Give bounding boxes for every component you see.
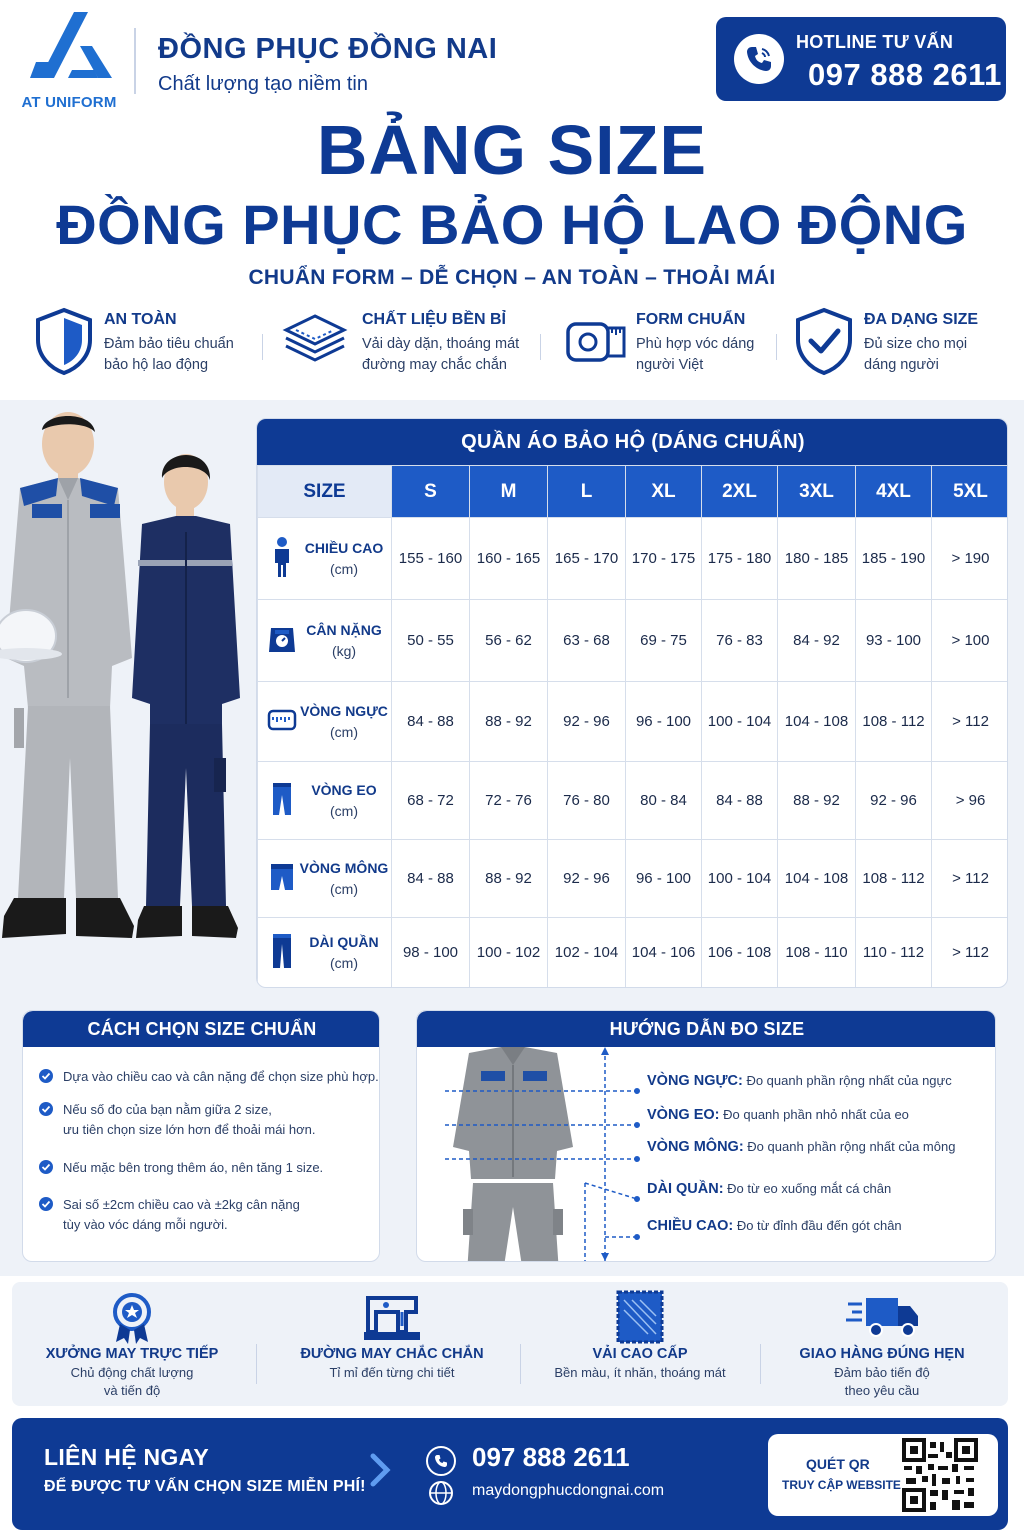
size-header-5xl: 5XL xyxy=(932,466,1009,518)
measure-guide-title: HƯỚNG DẪN ĐO SIZE xyxy=(417,1011,996,1047)
feature-desc: Vải dày dặn, thoáng mát đường may chắc chắn xyxy=(362,336,520,373)
page-title-line2: ĐỒNG PHỤC BẢO HỘ LAO ĐỘNG xyxy=(56,193,968,256)
row-unit: (cm) xyxy=(330,723,358,740)
qr-code-icon[interactable] xyxy=(902,1438,978,1517)
row-label-text: VÒNG EO xyxy=(311,781,377,798)
size-cell: 100 - 102 xyxy=(470,918,548,988)
size-cell: 104 - 108 xyxy=(778,840,856,918)
size-header-s: S xyxy=(392,466,470,518)
feature-divider xyxy=(776,334,777,360)
feature-title: FORM CHUẨN xyxy=(636,311,746,328)
check-icon xyxy=(39,1069,53,1083)
size-cell: > 112 xyxy=(932,682,1009,762)
chest-tape-icon xyxy=(266,707,298,737)
size-cell: 106 - 108 xyxy=(702,918,778,988)
fabric-layers-icon xyxy=(282,306,346,376)
row-label-text: CÂN NẶNG xyxy=(306,621,382,638)
size-cell: 165 - 170 xyxy=(548,518,626,600)
measure-waist: VÒNG EO: Đo quanh phần nhỏ nhất của eo xyxy=(647,1107,909,1123)
row-unit: (cm) xyxy=(330,954,358,971)
size-cell: 102 - 104 xyxy=(548,918,626,988)
feature-divider xyxy=(540,334,541,360)
tip-item: Nếu mặc bên trong thêm áo, nên tăng 1 size. xyxy=(39,1158,323,1178)
size-cell: 92 - 96 xyxy=(548,682,626,762)
row-label xyxy=(258,682,392,762)
size-header-row xyxy=(258,466,1009,518)
row-label xyxy=(258,518,392,600)
size-header-l: L xyxy=(548,466,626,518)
benefit-title: XƯỞNG MAY TRỰC TIẾP xyxy=(45,1346,219,1362)
size-cell: 88 - 92 xyxy=(470,682,548,762)
benefit-item xyxy=(12,1282,252,1406)
measure-height: CHIỀU CAO: Đo từ đỉnh đầu đến gót chân xyxy=(647,1218,902,1234)
size-row xyxy=(258,600,1009,682)
size-row xyxy=(258,840,1009,918)
size-cell: 84 - 92 xyxy=(778,600,856,682)
size-table-card xyxy=(256,418,1008,988)
qr-subtitle: TRUY CẬP WEBSITE xyxy=(782,1478,901,1492)
benefit-divider xyxy=(760,1344,761,1384)
benefit-item xyxy=(520,1282,760,1406)
brand-name: ĐỒNG PHỤC ĐỒNG NAI xyxy=(158,33,498,65)
models-illustration xyxy=(0,408,250,948)
size-header-m: M xyxy=(470,466,548,518)
size-cell: > 100 xyxy=(932,600,1009,682)
size-cell: 108 - 112 xyxy=(856,840,932,918)
feature-desc: Đảm bảo tiêu chuẩn bảo hộ lao động xyxy=(104,336,234,373)
row-label xyxy=(258,762,392,840)
feature-title: ĐA DẠNG SIZE xyxy=(864,311,979,328)
brand-divider xyxy=(134,28,136,94)
waist-icon xyxy=(266,781,298,821)
hotline-number[interactable]: 097 888 2611 xyxy=(808,57,1002,92)
shield-icon xyxy=(32,306,96,376)
tape-measure-icon xyxy=(564,306,628,376)
feature-desc: Đủ size cho mọi dáng người xyxy=(864,336,968,373)
size-cell: 104 - 106 xyxy=(626,918,702,988)
benefit-desc: Đảm bảo tiến độ theo yêu cầu xyxy=(834,1365,930,1398)
size-cell: 98 - 100 xyxy=(392,918,470,988)
size-cell: 104 - 108 xyxy=(778,682,856,762)
size-cell: 76 - 80 xyxy=(548,762,626,840)
size-row xyxy=(258,762,1009,840)
logo-mark-icon xyxy=(28,12,112,90)
qr-box[interactable] xyxy=(768,1434,998,1516)
size-row xyxy=(258,682,1009,762)
size-cell: 100 - 104 xyxy=(702,840,778,918)
phone-icon xyxy=(734,34,784,84)
size-cell: 160 - 165 xyxy=(470,518,548,600)
row-label-text: CHIỀU CAO xyxy=(304,539,384,556)
size-cell: 96 - 100 xyxy=(626,682,702,762)
brand-slogan: Chất lượng tạo niềm tin xyxy=(158,73,368,95)
header xyxy=(0,0,1024,120)
size-cell: 170 - 175 xyxy=(626,518,702,600)
size-header-xl: XL xyxy=(626,466,702,518)
measure-hip: VÒNG MÔNG: Đo quanh phần rộng nhất của mông xyxy=(647,1139,956,1155)
scale-icon xyxy=(266,624,298,658)
tip-item: Dựa vào chiều cao và cân nặng để chọn size phù hợp. xyxy=(39,1067,379,1087)
benefit-item xyxy=(272,1282,512,1406)
size-table-title: QUẦN ÁO BẢO HỘ (DÁNG CHUẨN) xyxy=(257,419,1008,465)
size-cell: 84 - 88 xyxy=(392,840,470,918)
row-label xyxy=(258,918,392,988)
size-cell: 100 - 104 xyxy=(702,682,778,762)
contact-footer xyxy=(12,1418,1008,1530)
footer-website[interactable]: maydongphucdongnai.com xyxy=(472,1482,665,1499)
row-label xyxy=(258,840,392,918)
size-cell: 185 - 190 xyxy=(856,518,932,600)
tip-item: Sai số ±2cm chiều cao và ±2kg cân nặng tùy vào vóc dáng mỗi người. xyxy=(39,1195,300,1235)
row-label-text: VÒNG MÔNG xyxy=(299,859,389,876)
page-title: BẢNG SIZE xyxy=(316,111,708,189)
delivery-truck-icon xyxy=(852,1290,912,1346)
feature-title: CHẤT LIỆU BỀN BỈ xyxy=(362,311,506,328)
benefit-desc: Bền màu, ít nhăn, thoáng mát xyxy=(554,1365,726,1380)
size-cell: > 112 xyxy=(932,918,1009,988)
benefit-desc: Chủ động chất lượng và tiến độ xyxy=(70,1365,194,1398)
size-cell: 110 - 112 xyxy=(856,918,932,988)
logo[interactable] xyxy=(18,12,120,112)
size-row xyxy=(258,918,1009,988)
row-unit: (cm) xyxy=(330,880,358,897)
size-cell: 92 - 96 xyxy=(548,840,626,918)
size-cell: 88 - 92 xyxy=(778,762,856,840)
size-column-header: SIZE xyxy=(258,466,392,518)
benefit-title: ĐƯỜNG MAY CHẮC CHẮN xyxy=(300,1346,484,1362)
measure-pants-length: DÀI QUẦN: Đo từ eo xuống mắt cá chân xyxy=(647,1181,892,1197)
size-cell: 68 - 72 xyxy=(392,762,470,840)
feature-title: AN TOÀN xyxy=(104,311,177,328)
benefit-item xyxy=(762,1282,1002,1406)
how-to-choose-card xyxy=(22,1010,380,1262)
benefit-divider xyxy=(256,1344,257,1384)
row-unit: (cm) xyxy=(330,802,358,819)
row-unit: (kg) xyxy=(331,642,357,659)
size-cell: 88 - 92 xyxy=(470,840,548,918)
benefit-divider xyxy=(520,1344,521,1384)
size-cell: 108 - 110 xyxy=(778,918,856,988)
logo-text: AT UNIFORM xyxy=(21,94,117,111)
person-icon xyxy=(266,537,298,581)
qr-title: QUÉT QR xyxy=(806,1456,870,1472)
size-cell: 50 - 55 xyxy=(392,600,470,682)
size-cell: > 190 xyxy=(932,518,1009,600)
measure-guide-card xyxy=(416,1010,996,1262)
size-row xyxy=(258,518,1009,600)
size-cell: 92 - 96 xyxy=(856,762,932,840)
row-label xyxy=(258,600,392,682)
measure-chest: VÒNG NGỰC: Đo quanh phần rộng nhất của ngực xyxy=(647,1073,952,1089)
contact-headline: LIÊN HỆ NGAY xyxy=(44,1444,210,1470)
uniform-diagram-icon xyxy=(425,1047,655,1262)
size-cell: 80 - 84 xyxy=(626,762,702,840)
size-cell: > 96 xyxy=(932,762,1009,840)
size-header-4xl: 4XL xyxy=(856,466,932,518)
size-header-3xl: 3XL xyxy=(778,466,856,518)
sewing-machine-icon xyxy=(362,1290,422,1346)
size-cell: 69 - 75 xyxy=(626,600,702,682)
check-icon xyxy=(39,1197,53,1211)
feature-divider xyxy=(262,334,263,360)
size-table xyxy=(257,465,1008,988)
row-unit: (cm) xyxy=(330,560,358,577)
fabric-swatch-icon xyxy=(610,1290,670,1346)
benefit-title: VẢI CAO CẤP xyxy=(592,1346,688,1362)
contact-subline: ĐỂ ĐƯỢC TƯ VẤN CHỌN SIZE MIỄN PHÍ! xyxy=(44,1478,366,1495)
size-cell: 175 - 180 xyxy=(702,518,778,600)
hip-icon xyxy=(266,862,298,896)
check-icon xyxy=(39,1102,53,1116)
size-cell: 84 - 88 xyxy=(702,762,778,840)
pants-icon xyxy=(266,932,298,974)
size-cell: 56 - 62 xyxy=(470,600,548,682)
size-cell: 96 - 100 xyxy=(626,840,702,918)
how-to-choose-title: CÁCH CHỌN SIZE CHUẨN xyxy=(23,1011,380,1047)
check-icon xyxy=(39,1160,53,1174)
size-header-2xl: 2XL xyxy=(702,466,778,518)
award-badge-icon xyxy=(102,1290,162,1346)
benefit-title: GIAO HÀNG ĐÚNG HẸN xyxy=(799,1346,965,1362)
row-label-text: DÀI QUẦN xyxy=(309,933,379,950)
hotline-box[interactable] xyxy=(716,17,1006,101)
size-cell: 180 - 185 xyxy=(778,518,856,600)
benefits-strip xyxy=(12,1282,1008,1406)
globe-icon xyxy=(428,1480,454,1511)
shield-check-icon xyxy=(792,306,856,376)
size-cell: 72 - 76 xyxy=(470,762,548,840)
size-cell: 63 - 68 xyxy=(548,600,626,682)
size-cell: 76 - 83 xyxy=(702,600,778,682)
size-cell: 108 - 112 xyxy=(856,682,932,762)
size-cell: 84 - 88 xyxy=(392,682,470,762)
page-subtitle: CHUẨN FORM – DỄ CHỌN – AN TOÀN – THOẢI MÁI xyxy=(248,266,776,289)
chevron-right-icon xyxy=(368,1452,392,1493)
size-cell: > 112 xyxy=(932,840,1009,918)
footer-phone[interactable]: 097 888 2611 xyxy=(472,1442,630,1472)
row-label-text: VÒNG NGỰC xyxy=(300,702,388,719)
phone-icon xyxy=(426,1446,456,1476)
hotline-label: HOTLINE TƯ VẤN xyxy=(796,32,954,52)
size-cell: 93 - 100 xyxy=(856,600,932,682)
tip-item: Nếu số đo của bạn nằm giữa 2 size, ưu tiên chọn size lớn hơn để thoải mái hơn. xyxy=(39,1100,316,1140)
feature-desc: Phù hợp vóc dáng người Việt xyxy=(636,336,755,373)
benefit-desc: Tỉ mỉ đến từng chi tiết xyxy=(329,1365,455,1380)
size-cell: 155 - 160 xyxy=(392,518,470,600)
